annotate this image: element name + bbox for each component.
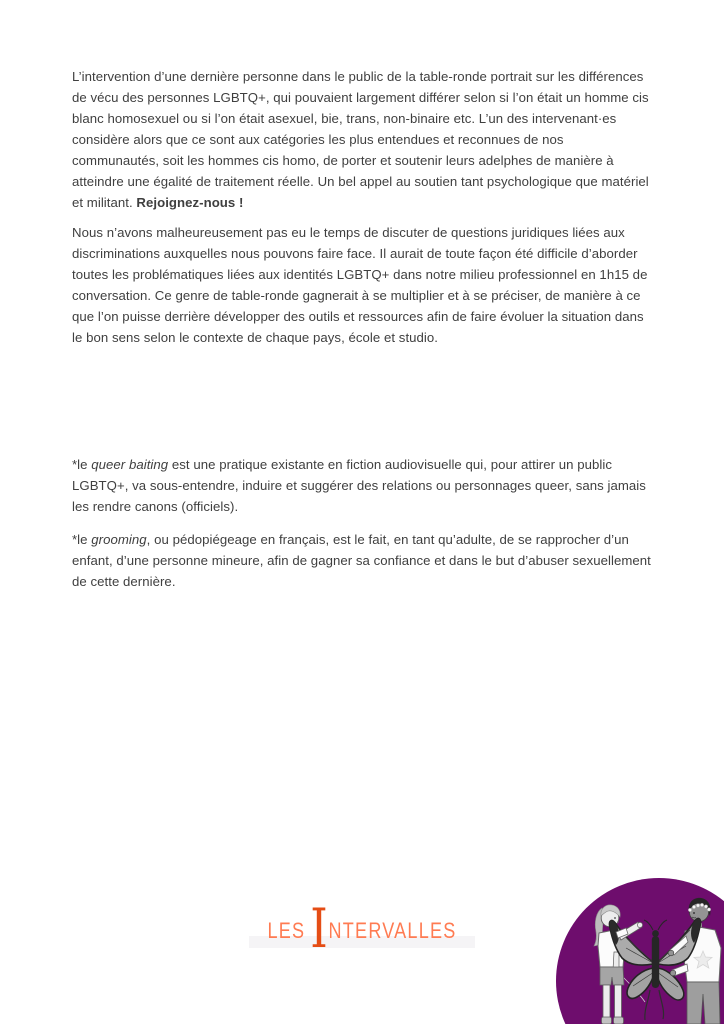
paragraph-table-ronde: L’intervention d’une dernière personne dans le public de la table-ronde portrait sur les différences de vécu des personnes LGBTQ+, qui pouvaient largement différer selon si l’on était un homme cis blanc homosexuel ou si l’on était asexuel, bie, trans, non-binaire etc. L’un des intervenant·es considère alors que ce sont aux catégories les plus entendues et reconnues de nos communautés, soit les hommes cis homo, de porter et soutenir leurs adelphes de manière à atteindre une égalité de traitement réelle. Un bel appel au soutien tant psychologique que matériel et militant. Rejoignez-nous ! [72, 69, 649, 210]
logo-text-ntervalles: NTERVALLES [328, 918, 457, 943]
footnote-queer-baiting: *le queer baiting est une pratique existante en fiction audiovisuelle qui, pour attirer un public LGBTQ+, va sous-entendre, induire et suggérer des relations ou personnages queer, sans jamais les rendre canons (officiels). [72, 457, 646, 514]
document-body-text [72, 0, 652, 592]
logo-text-les: LES [267, 918, 306, 943]
children-butterfly-illustration [556, 874, 724, 1024]
paragraph-questions-juridiques: Nous n’avons malheureusement pas eu le temps de discuter de questions juridiques liées aux discriminations auxquelles nous pouvons faire face. Il aurait de toute façon été difficile d’aborder toutes les problématiques liées aux identités LGBTQ+ dans notre milieu professionnel en 1h15 de conversation. Ce genre de table-ronde gagnerait à se multiplier et à se préciser, de manière à ce que l’on puisse derrière développer des outils et ressources afin de faire évoluer la situation dans le bon sens selon le contexte de chaque pays, école et studio. [72, 225, 648, 345]
footnote-grooming: *le grooming, ou pédopiégeage en français, est le fait, en tant qu’adulte, de se rapprocher d’un enfant, d’une personne mineure, afin de gagner sa confiance et dans le but d’abuser sexuellement de cette dernière. [72, 532, 651, 589]
logo-big-initial: I [310, 897, 328, 960]
